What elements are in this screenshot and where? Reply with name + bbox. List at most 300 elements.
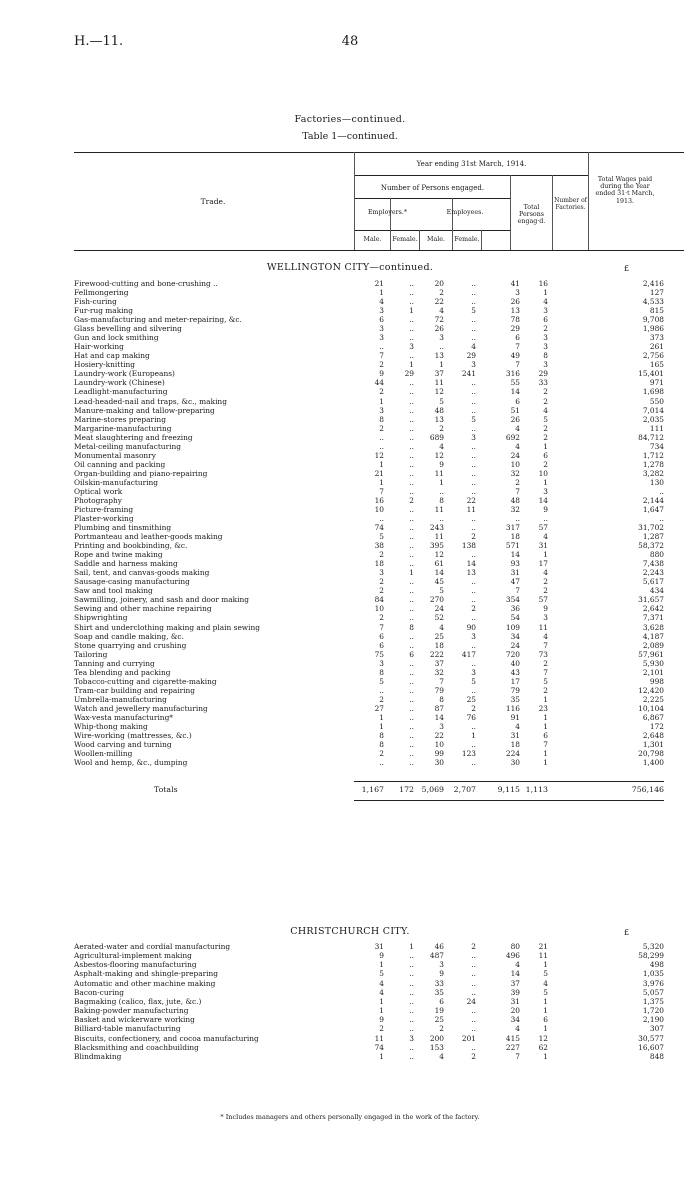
table-cell: 2 [379, 1024, 384, 1034]
table-cell: 16,607 [638, 1042, 664, 1052]
table-row [74, 487, 684, 496]
table-cell: 5 [379, 969, 384, 979]
table-cell: 2,648 [642, 731, 664, 740]
table-cell: 109 [505, 622, 520, 632]
table-row [74, 613, 684, 622]
table-cell: 1 [543, 1051, 548, 1061]
table-cell: .. [471, 758, 476, 768]
persons-underline [355, 198, 510, 199]
table-row [74, 650, 684, 659]
table-cell: 11 [466, 505, 476, 514]
trade-name: Tanning and currying [74, 658, 155, 668]
table-cell: 15,401 [638, 369, 664, 379]
trade-name: Organ-building and piano-repairing [74, 468, 208, 478]
table-cell: 2 [543, 685, 548, 695]
table-cell: .. [471, 324, 476, 334]
table-cell: 7 [515, 342, 520, 352]
table-cell: 11 [434, 505, 444, 514]
table-cell: 84 [374, 595, 384, 605]
table-cell: 6,867 [642, 712, 664, 722]
table-cell: 395 [429, 541, 444, 551]
trade-name: Marine-stores preparing [74, 414, 166, 424]
table-cell: 8 [379, 740, 384, 750]
trade-name: Bagmaking (calico, flax, jute, &c.) [74, 996, 202, 1006]
table-row [74, 740, 684, 749]
table-cell: 78 [510, 315, 520, 325]
table-cell: 172 [649, 721, 664, 731]
table-cell: 99 [434, 749, 444, 759]
table-cell: 72 [434, 315, 444, 325]
table-cell: 5 [471, 676, 476, 686]
table-cell: 14 [434, 712, 444, 722]
table-row [74, 424, 684, 433]
trade-name: Hat and cap making [74, 351, 150, 361]
table-cell: 58,299 [638, 951, 664, 961]
table-cell: .. [379, 685, 384, 695]
table-cell: 496 [505, 951, 520, 961]
table-cell: .. [409, 640, 414, 650]
table-cell: 49 [510, 351, 520, 361]
table-cell: .. [409, 613, 414, 623]
table-row [74, 514, 684, 523]
table-cell: .. [471, 658, 476, 668]
table-cell: 3 [471, 667, 476, 677]
table-cell: 2,225 [642, 694, 664, 704]
table-cell: 6 [515, 396, 520, 406]
table-cell: 4 [471, 342, 476, 352]
table-cell: 9 [379, 369, 384, 379]
table-cell: 3,628 [642, 622, 664, 632]
table-cell: 571 [505, 541, 520, 551]
table-cell: 2 [379, 586, 384, 596]
table-cell: 1 [439, 477, 444, 487]
table-cell: 39 [510, 987, 520, 997]
table-cell: 10 [434, 740, 444, 750]
table-cell: 9 [543, 505, 548, 514]
table-cell: 7 [439, 676, 444, 686]
table-cell: .. [471, 387, 476, 397]
table-cell: 24 [466, 996, 476, 1006]
table-cell: 47 [510, 577, 520, 587]
table-row [74, 469, 684, 478]
table-cell: 720 [505, 649, 520, 659]
table-cell: .. [471, 279, 476, 288]
table-row [74, 988, 684, 997]
table-cell: 8 [439, 694, 444, 704]
table-cell: .. [379, 514, 384, 524]
table-cell: 201 [461, 1033, 476, 1043]
table-cell: 2 [471, 532, 476, 542]
table-cell: 20 [510, 1006, 520, 1016]
table-cell: 19 [434, 1006, 444, 1016]
table-cell: 4 [439, 306, 444, 316]
employers-female-header: Female. [392, 236, 418, 243]
table-cell: 2 [543, 577, 548, 587]
table-cell: 21 [374, 468, 384, 478]
trade-name: Tobacco-cutting and cigarette-making [74, 676, 217, 686]
table-row [74, 960, 684, 969]
table-cell: 2 [379, 613, 384, 623]
table-cell: 5 [439, 586, 444, 596]
table-cell: .. [409, 279, 414, 288]
trade-name: Asbestos-flooring manufacturing [74, 960, 197, 970]
page-number: 48 [341, 34, 359, 49]
table-cell: .. [439, 514, 444, 524]
trade-name: Monumental masonry [74, 450, 156, 460]
table-cell: 45 [434, 577, 444, 587]
table-cell: 2 [471, 604, 476, 614]
trade-name: Soap and candle making, &c. [74, 631, 184, 641]
table-cell: 51 [510, 405, 520, 415]
table-cell: 5,930 [642, 658, 664, 668]
table-cell: 2 [379, 360, 384, 370]
table-cell: 317 [505, 523, 520, 533]
table-cell: .. [471, 423, 476, 433]
table-cell: 4 [543, 631, 548, 641]
table-cell: .. [409, 315, 414, 325]
table-cell: 270 [429, 595, 444, 605]
trade-name: Printing and bookbinding, &c. [74, 541, 188, 551]
table-cell: 20 [434, 279, 444, 288]
table-cell: 224 [505, 749, 520, 759]
table-cell: 93 [510, 559, 520, 569]
table-row [74, 351, 684, 360]
totals-cell: 2,707 [453, 785, 476, 794]
table-cell: 31 [510, 731, 520, 740]
table-cell: 130 [649, 477, 664, 487]
trade-name: Shirt and underclothing making and plain sewing [74, 622, 260, 632]
table-cell: 1,035 [642, 969, 664, 979]
table-cell: 1,720 [642, 1006, 664, 1016]
table-cell: 165 [649, 360, 664, 370]
trade-name: Tram-car building and repairing [74, 685, 195, 695]
trade-name: Shipwrighting [74, 613, 128, 623]
table-cell: 2 [409, 495, 414, 505]
table-cell: 1 [379, 721, 384, 731]
table-cell: 14 [434, 568, 444, 578]
employers-header: Employers.* [367, 209, 408, 216]
table-cell: 8 [439, 495, 444, 505]
table-cell: 9 [439, 459, 444, 469]
trade-name: Lead-headed-nail and traps, &c., making [74, 396, 227, 406]
table-cell: 38 [374, 541, 384, 551]
table-cell: 9,708 [642, 315, 664, 325]
table-cell: 3 [543, 333, 548, 343]
table-cell: 2 [543, 423, 548, 433]
table-cell: 8 [379, 731, 384, 740]
table-cell: 1 [379, 1051, 384, 1061]
table-cell: 7,438 [642, 559, 664, 569]
table-cell: 415 [505, 1033, 520, 1043]
table-cell: 243 [429, 523, 444, 533]
totals-cell: 172 [399, 785, 414, 794]
table-cell: 40 [510, 658, 520, 668]
table-cell: .. [471, 1024, 476, 1034]
trade-name: Agricultural-implement making [74, 951, 192, 961]
table-cell: 57 [538, 595, 548, 605]
table-row [74, 641, 684, 650]
table-cell: 4 [543, 532, 548, 542]
table-cell: .. [409, 432, 414, 442]
table-row [74, 1052, 684, 1061]
table-cell: 5 [379, 676, 384, 686]
table-row [74, 478, 684, 487]
table-cell: 3 [439, 721, 444, 731]
table-cell: 29 [404, 369, 414, 379]
table-cell: 1 [543, 749, 548, 759]
table-cell: 79 [510, 685, 520, 695]
table-cell: 498 [649, 960, 664, 970]
table-cell: .. [471, 550, 476, 560]
table-row [74, 586, 684, 595]
table-cell: 6 [379, 640, 384, 650]
table-row [74, 704, 684, 713]
table-cell: 3 [543, 486, 548, 496]
trade-name: Basket and wickerware working [74, 1015, 195, 1025]
table-cell: 1 [471, 731, 476, 740]
table-cell: .. [471, 333, 476, 343]
table-cell: 2,416 [642, 279, 664, 288]
totals-row [74, 784, 684, 796]
table-cell: 2,756 [642, 351, 664, 361]
table-cell: .. [543, 514, 548, 524]
table-cell: 12 [434, 450, 444, 460]
table-cell: 487 [429, 951, 444, 961]
table-cell: 84,712 [638, 432, 664, 442]
table-row [74, 496, 684, 505]
table-cell: .. [409, 505, 414, 514]
table-row [74, 451, 684, 460]
gender-rule [355, 230, 510, 231]
table-cell: .. [409, 604, 414, 614]
table-cell: 18 [374, 559, 384, 569]
table-cell: .. [409, 333, 414, 343]
header-divider [588, 152, 589, 250]
table-cell: 16 [374, 495, 384, 505]
table-cell: 1 [409, 942, 414, 951]
totals-cell: 5,069 [421, 785, 444, 794]
table-cell: 1 [379, 996, 384, 1006]
table-cell: 18 [510, 532, 520, 542]
table-cell: .. [409, 414, 414, 424]
table-cell: 11 [538, 951, 548, 961]
totals-cell: 1,113 [525, 785, 548, 794]
table-cell: 2,642 [642, 604, 664, 614]
trade-name: Blacksmithing and coachbuilding [74, 1042, 199, 1052]
table-cell: 30,577 [638, 1033, 664, 1043]
table-cell: 9 [543, 604, 548, 614]
table-row [74, 559, 684, 568]
table-cell: 4 [379, 978, 384, 988]
table-cell: .. [471, 987, 476, 997]
table-cell: 4 [379, 297, 384, 307]
totals-label: Totals [154, 785, 178, 794]
table-cell: 14 [510, 969, 520, 979]
table-cell: 3 [471, 432, 476, 442]
table-row [74, 369, 684, 378]
table-cell: 2 [439, 288, 444, 298]
table-cell: 3 [543, 306, 548, 316]
table-row [74, 505, 684, 514]
table-cell: .. [409, 523, 414, 533]
caption-title: Factories—continued. [294, 114, 406, 125]
table-row [74, 442, 684, 451]
table-cell: 417 [461, 649, 476, 659]
table-cell: 75 [374, 649, 384, 659]
table-cell: .. [471, 288, 476, 298]
table-cell: 29 [466, 351, 476, 361]
table-cell: 12,420 [638, 685, 664, 695]
totals-bottom-rule [354, 800, 664, 801]
trade-name: Sawmilling, joinery, and sash and door making [74, 595, 249, 605]
trade-name: Wool and hemp, &c., dumping [74, 758, 188, 768]
table-cell: .. [471, 1015, 476, 1025]
trade-name: Sewing and other machine repairing [74, 604, 212, 614]
table-cell: 5 [471, 414, 476, 424]
table-cell: 24 [434, 604, 444, 614]
table-cell: .. [409, 658, 414, 668]
footnote: * Includes managers and others personally engaged in the work of the factory. [220, 1113, 480, 1121]
trade-name: Umbrella-manufacturing [74, 694, 167, 704]
table-cell: 4 [515, 1024, 520, 1034]
table-cell: 18 [510, 740, 520, 750]
table-cell: 7,371 [642, 613, 664, 623]
table-cell: 14 [510, 387, 520, 397]
table-cell: 26 [510, 414, 520, 424]
table-cell: 2 [379, 387, 384, 397]
table-cell: 9 [379, 1015, 384, 1025]
table-cell: 7 [543, 740, 548, 750]
employers-male-header: Male. [363, 236, 382, 243]
trade-header: Trade. [200, 197, 226, 206]
table-cell: 74 [374, 1042, 384, 1052]
table-cell: 1 [409, 568, 414, 578]
table-cell: 2 [379, 550, 384, 560]
trade-name: Picture-framing [74, 505, 134, 514]
table-cell: 4 [543, 405, 548, 415]
header-bottom-rule [74, 250, 684, 251]
table-row [74, 758, 684, 767]
table-cell: 35 [510, 694, 520, 704]
table-cell: .. [409, 960, 414, 970]
table-row [74, 387, 684, 396]
table-cell: .. [409, 1015, 414, 1025]
table-row [74, 1043, 684, 1052]
table-cell: 261 [649, 342, 664, 352]
table-cell: 10 [510, 459, 520, 469]
table-cell: 2 [471, 1051, 476, 1061]
trade-name: Glass bevelling and silvering [74, 324, 182, 334]
table-cell: 79 [434, 685, 444, 695]
table-cell: 4 [543, 568, 548, 578]
table-cell: 21 [374, 279, 384, 288]
table-cell: 7 [379, 622, 384, 632]
table-cell: 10,104 [638, 703, 664, 713]
table-row [74, 997, 684, 1006]
table-cell: 4 [439, 441, 444, 451]
table-cell: .. [471, 1042, 476, 1052]
table-cell: 2,144 [642, 495, 664, 505]
table-cell: 30 [510, 758, 520, 768]
table-cell: 74 [374, 523, 384, 533]
table-cell: 31 [510, 996, 520, 1006]
table-cell: 18 [434, 640, 444, 650]
table-cell: 3,976 [642, 978, 664, 988]
table-cell: 25 [434, 631, 444, 641]
table-cell: 2 [543, 396, 548, 406]
christchurch-pound-sign: £ [624, 928, 630, 937]
trade-name: Metal-ceiling manufacturing [74, 441, 181, 451]
table-cell: 1 [543, 550, 548, 560]
table-cell: 91 [510, 712, 520, 722]
table-cell: .. [471, 951, 476, 961]
table-cell: 7 [515, 586, 520, 596]
trade-name: Firewood-cutting and bone-crushing .. [74, 279, 218, 288]
table-cell: 241 [461, 369, 476, 379]
table-row [74, 604, 684, 613]
table-cell: 1 [543, 1024, 548, 1034]
table-cell: 3 [471, 360, 476, 370]
table-cell: 33 [538, 378, 548, 388]
trade-name: Biscuits, confectionery, and cocoa manufacturing [74, 1033, 259, 1043]
trade-name: Fur-rug making [74, 306, 134, 316]
table-cell: 227 [505, 1042, 520, 1052]
trade-name: Tailoring [74, 649, 108, 659]
header-top-rule [74, 152, 684, 153]
table-cell: 1,278 [642, 459, 664, 469]
trade-name: Wood carving and turning [74, 740, 172, 750]
table-cell: 32 [510, 468, 520, 478]
table-row [74, 324, 684, 333]
table-cell: 41 [510, 279, 520, 288]
table-row [74, 1015, 684, 1024]
table-cell: 1 [379, 459, 384, 469]
table-cell: 3 [379, 306, 384, 316]
table-cell: 7 [543, 640, 548, 650]
table-cell: .. [471, 441, 476, 451]
trade-name: Hair-working [74, 342, 124, 352]
table-cell: 22 [434, 731, 444, 740]
table-cell: .. [471, 396, 476, 406]
table-cell: 200 [429, 1033, 444, 1043]
trade-name: Plaster-working [74, 514, 134, 524]
table-cell: 9 [439, 969, 444, 979]
table-row [74, 1034, 684, 1043]
table-row [74, 288, 684, 297]
trade-name: Wax-vesta manufacturing* [74, 712, 173, 722]
table-cell: 4 [439, 622, 444, 632]
table-cell: 31,702 [638, 523, 664, 533]
table-cell: 2 [471, 942, 476, 951]
table-row [74, 713, 684, 722]
table-cell: 11 [434, 378, 444, 388]
table-cell: 3 [515, 288, 520, 298]
employees-header: Employees. [446, 209, 484, 216]
table-cell: 57,961 [638, 649, 664, 659]
table-row [74, 623, 684, 632]
table-row [74, 297, 684, 306]
table-cell: 26 [510, 297, 520, 307]
table-row [74, 1024, 684, 1033]
table-cell: 7 [515, 486, 520, 496]
trade-name: Watch and jewellery manufacturing [74, 703, 208, 713]
table-cell: 2 [439, 423, 444, 433]
table-cell: .. [471, 450, 476, 460]
table-cell: 55 [510, 378, 520, 388]
table-row [74, 731, 684, 740]
table-cell: 25 [466, 694, 476, 704]
table-cell: 5,057 [642, 987, 664, 997]
